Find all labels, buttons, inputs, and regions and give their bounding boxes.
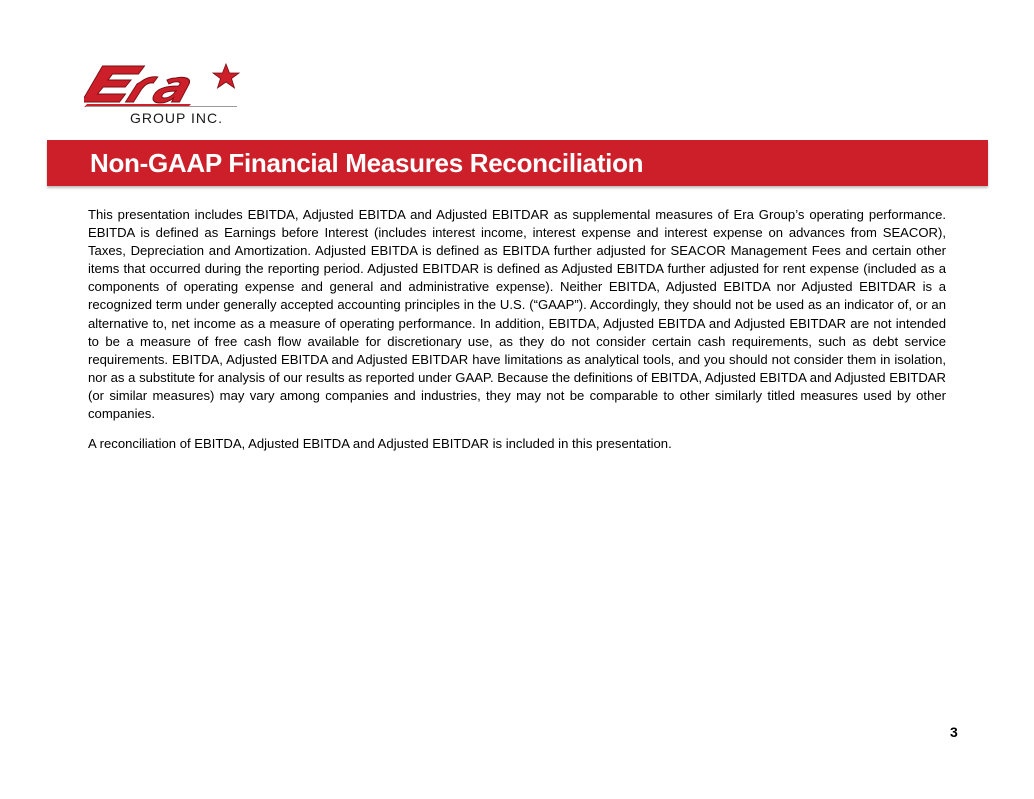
logo-divider — [86, 106, 237, 107]
paragraph-reconciliation-note: A reconciliation of EBITDA, Adjusted EBITDA and Adjusted EBITDAR is included in this presentation. — [88, 436, 672, 452]
page-number: 3 — [950, 724, 958, 740]
paragraph-definitions: This presentation includes EBITDA, Adjusted EBITDA and Adjusted EBITDAR as supplemental measures of Era Group’s operating performance. EBITDA is defined as Earnings before Interest (includes interest income, interest expense and interest expense on advances from SEACOR), Taxes, Depreciation and Amortization. Adjusted EBITDA is defined as EBITDA further adjusted for SEACOR Management Fees and certain other items that occurred during the reporting period. Adjusted EBITDAR is defined as Adjusted EBITDA further adjusted for rent expense (included as a components of operating expense and general and administrative expense). Neither EBITDA, Adjusted EBITDA nor Adjusted EBITDAR is a recognized term under generally accepted accounting principles in the U.S. (“GAAP”). Accordingly, they should not be used as an indicator of, or an alternative to, net income as a measure of operating performance. In addition, EBITDA, Adjusted EBITDA and Adjusted EBITDAR are not intended to be a measure of free cash flow available for discretionary use, as they do not consider certain cash requirements, such as debt service requirements. EBITDA, Adjusted EBITDA and Adjusted EBITDAR have limitations as analytical tools, and you should not consider them in isolation, nor as a substitute for analysis of our results as reported under GAAP. Because the definitions of EBITDA, Adjusted EBITDA and Adjusted EBITDAR (or similar measures) may vary among companies and industries, they may not be comparable to other similarly titled measures used by other companies. — [88, 207, 946, 422]
body-content — [88, 206, 946, 453]
title-bar — [47, 140, 988, 186]
page-title: Non-GAAP Financial Measures Reconciliation — [90, 148, 644, 178]
logo-subtitle: GROUP INC. — [130, 110, 223, 126]
star-icon — [213, 64, 239, 88]
era-logo-mark — [84, 60, 244, 108]
